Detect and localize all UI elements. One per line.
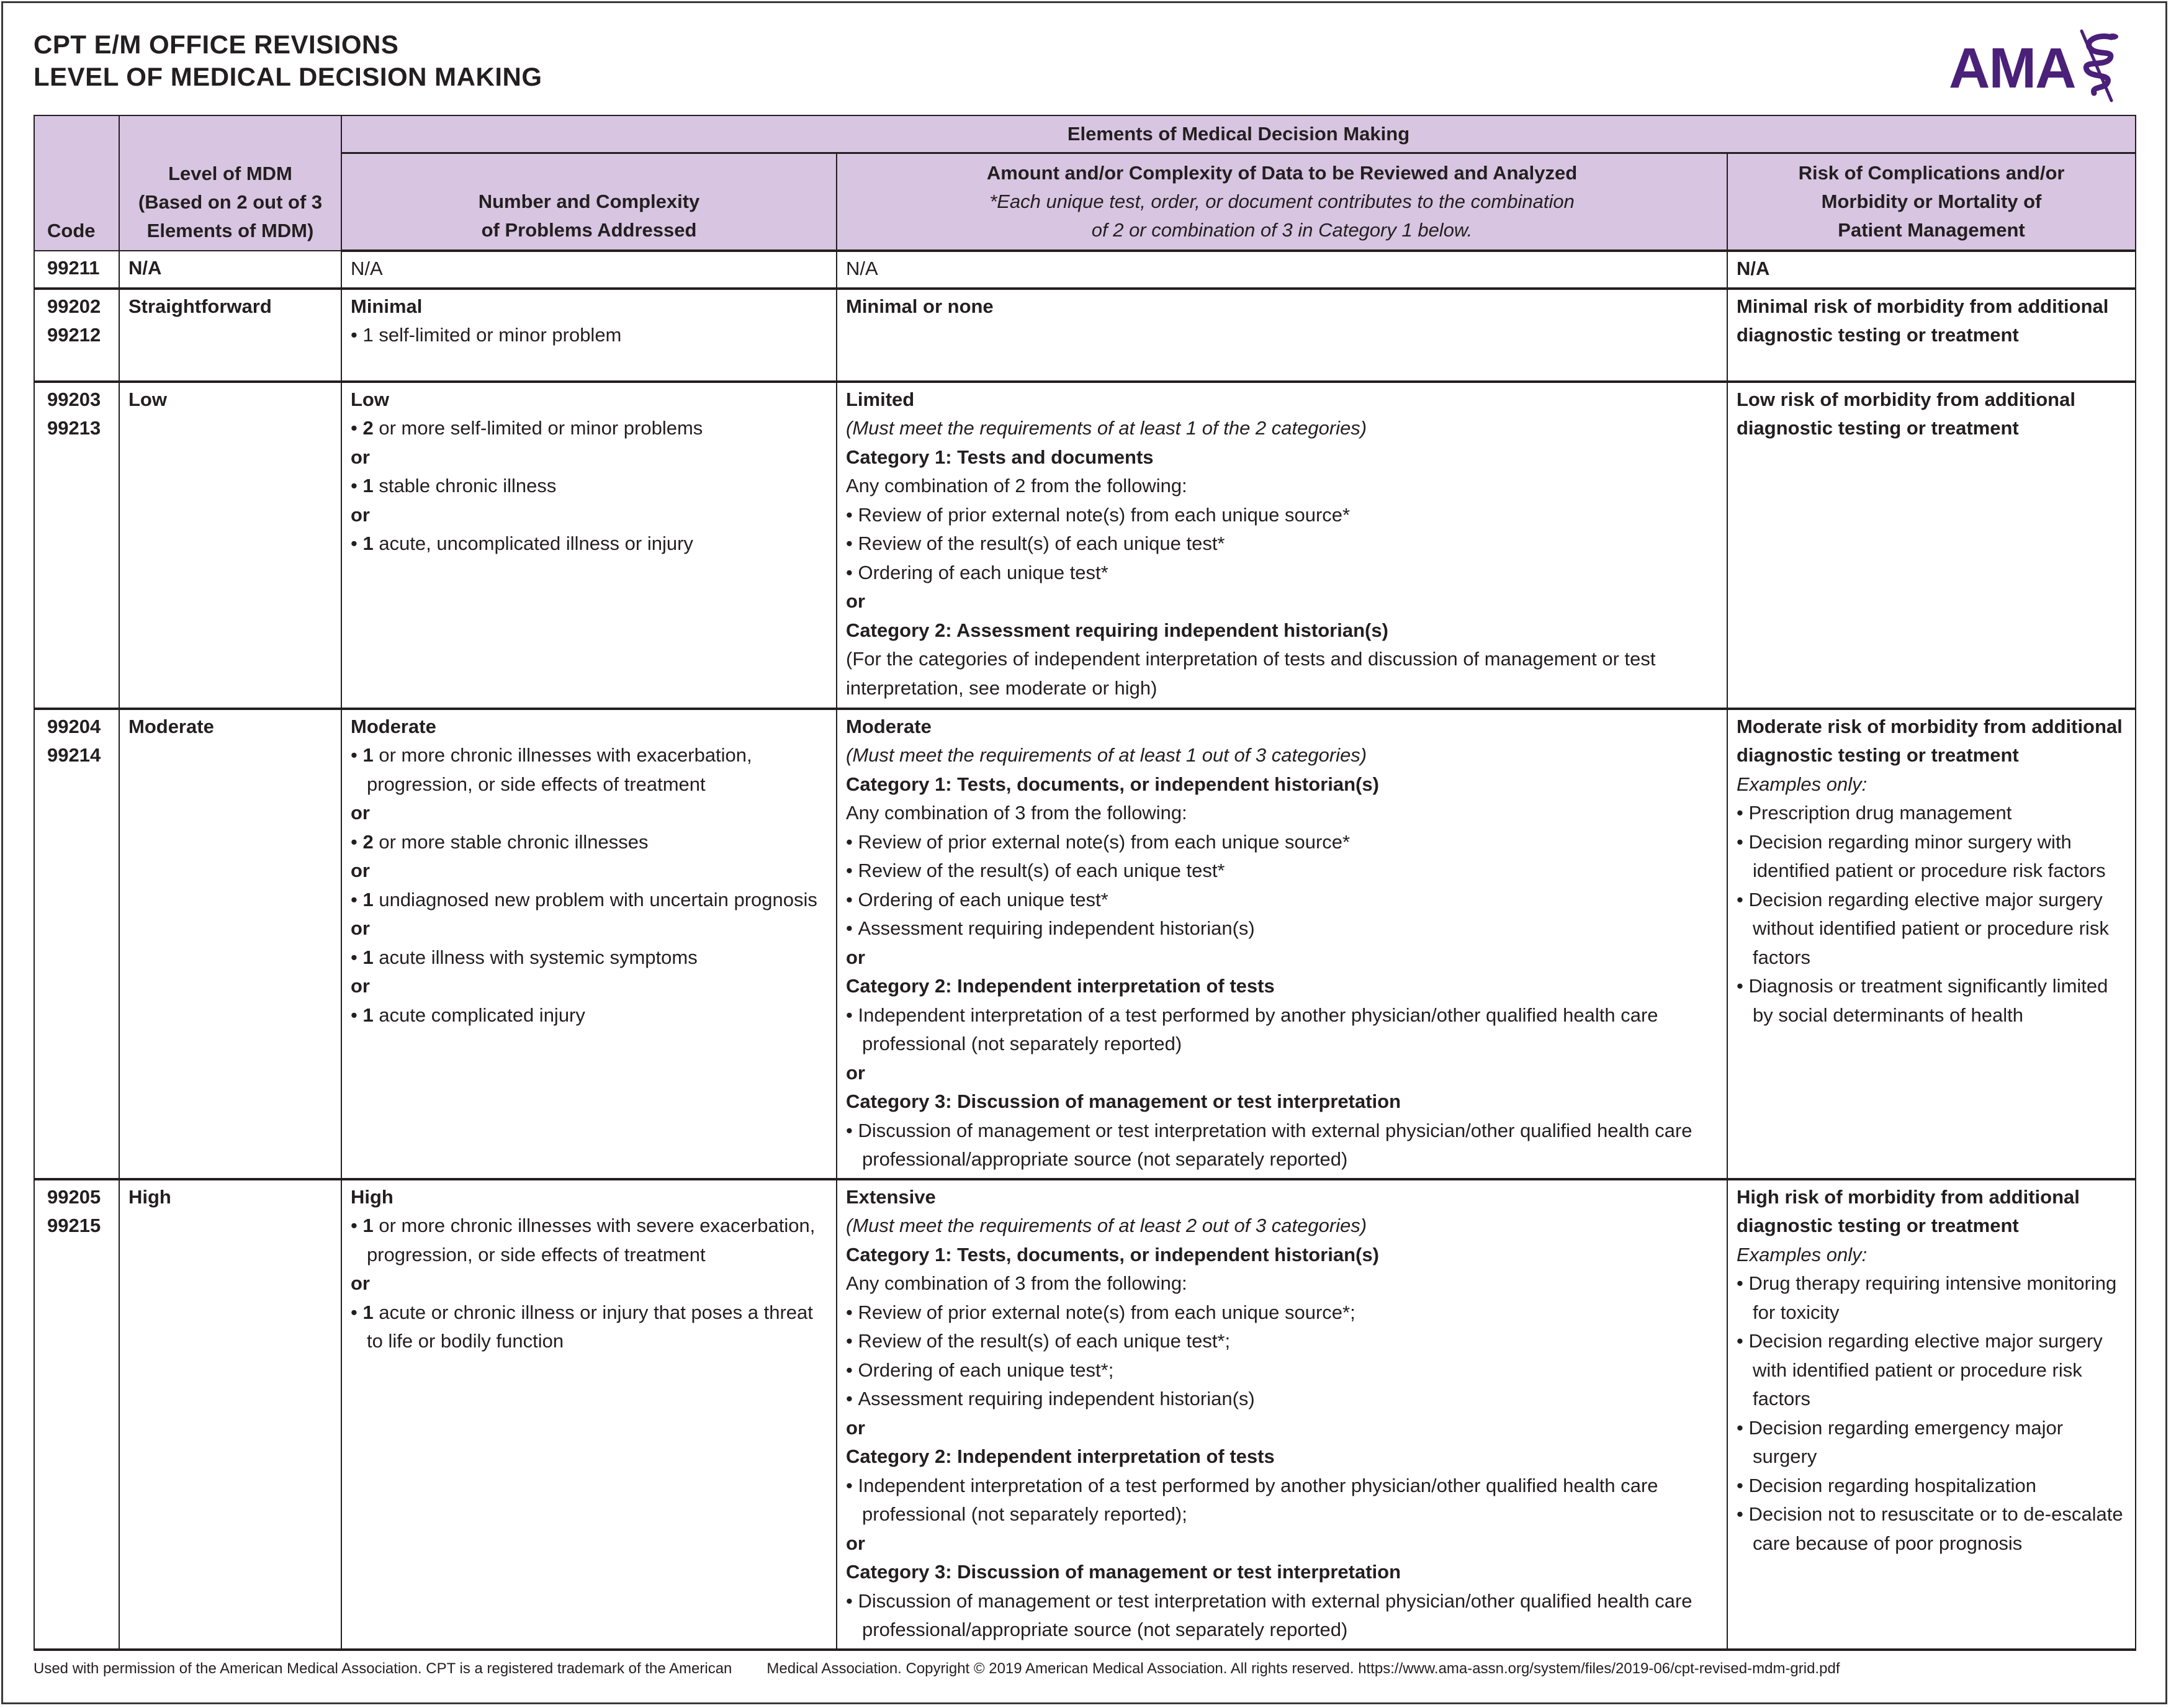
note-text: Examples only: (1737, 773, 1868, 795)
bullet-text: Decision regarding minor surgery with identified patient or procedure risk factors (1748, 830, 2106, 881)
header-elements-group: Elements of Medical Decision Making (341, 115, 2136, 153)
bullet-text: or more self-limited or minor problems (373, 417, 703, 439)
bullet-item (846, 914, 1718, 943)
emphasis-text: Category 3: Discussion of management or test interpretation (846, 1561, 1401, 1583)
emphasis-text: or (846, 1416, 865, 1439)
emphasis-text: Extensive (846, 1185, 936, 1208)
emphasis-text: or (351, 860, 370, 881)
cell-problems (341, 1179, 837, 1650)
bullet-text: Review of prior external note(s) from each unique source* (858, 503, 1351, 526)
body-text: N/A (351, 258, 383, 279)
bullet-count: 1 (362, 744, 374, 766)
bullet-item (351, 943, 827, 973)
emphasis-text: Low (351, 388, 389, 410)
note-text: (Must meet the requirements of at least 1 of the 2 categories) (846, 417, 1367, 439)
cell-code (34, 251, 119, 289)
emphasis-text: Category 1: Tests, documents, or independent historian(s) (846, 1243, 1379, 1265)
cpt-code: 99204 (47, 715, 101, 737)
cell-level: N/A (119, 251, 341, 289)
bullet-count: 2 (362, 830, 374, 853)
title-line-2: LEVEL OF MEDICAL DECISION MAKING (34, 62, 542, 91)
bullet-count: 1 (362, 533, 374, 554)
emphasis-text: Category 2: Assessment requiring independent historian(s) (846, 619, 1388, 641)
emphasis-text: Category 3: Discussion of management or test interpretation (846, 1090, 1401, 1112)
bullet-text: Decision not to resuscitate or to de-escalate care because of poor prognosis (1748, 1503, 2123, 1554)
emphasis-text: Minimal (351, 295, 423, 317)
bullet-text: acute or chronic illness or injury that poses a threat to life or bodily function (367, 1301, 813, 1352)
table-row (34, 382, 2136, 709)
body-text: Any combination of 3 from the following: (846, 802, 1187, 824)
bullet-item (351, 472, 827, 501)
bullet-item (1737, 1269, 2126, 1327)
emphasis-text: or (846, 1061, 865, 1084)
emphasis-text: Moderate (846, 715, 932, 737)
bullet-text: or more chronic illnesses with severe exacerbation, progression, or side effects of treatment (367, 1215, 816, 1265)
footer-part-1: Used with permission of the American Medical Association. CPT is a registered trademark of the American (34, 1660, 732, 1677)
cell-level: Straightforward (119, 289, 341, 382)
bullet-text: Review of the result(s) of each unique test*; (858, 1330, 1231, 1352)
bullet-item (351, 1298, 827, 1356)
bullet-count: 1 (362, 888, 374, 910)
bullet-item (1737, 1500, 2126, 1558)
bullet-item (1737, 828, 2126, 886)
bullet-text: acute complicated injury (373, 1004, 585, 1026)
cell-problems (341, 289, 837, 382)
note-text: Examples only: (1737, 1243, 1868, 1265)
emphasis-text: Minimal or none (846, 295, 994, 317)
bullet-text: Independent interpretation of a test performed by another physician/other qualified health care professional (not separately reported) (858, 1004, 1658, 1054)
emphasis-text: or (351, 802, 370, 824)
cell-risk (1727, 251, 2136, 289)
bullet-text: Discussion of management or test interpretation with external physician/other qualified health care professional/appropriate source (not separately reported) (858, 1589, 1692, 1640)
cell-code (34, 382, 119, 709)
bullet-text: undiagnosed new problem with uncertain prognosis (373, 888, 817, 910)
bullet-text: Discussion of management or test interpretation with external physician/other qualified health care professional/appropriate source (not separately reported) (858, 1119, 1692, 1170)
bullet-count: 2 (362, 417, 374, 439)
cell-risk (1727, 382, 2136, 709)
bullet-item (846, 559, 1718, 588)
header-data: Amount and/or Complexity of Data to be Reviewed and Analyzed *Each unique test, order, or document contributes to the combination of 2 or combination of 3 in Category 1 below. (837, 153, 1727, 251)
bullet-text: Ordering of each unique test* (858, 888, 1108, 910)
bullet-text: Review of prior external note(s) from each unique source* (858, 830, 1351, 853)
cell-data (837, 382, 1727, 709)
body-text: Any combination of 2 from the following: (846, 475, 1187, 497)
bullet-text: Decision regarding elective major surgery without identified patient or procedure risk factors (1748, 888, 2109, 968)
bullet-item (846, 501, 1718, 530)
cell-level: High (119, 1179, 341, 1650)
emphasis-text: Moderate (351, 715, 436, 737)
bullet-item (351, 1211, 827, 1269)
cpt-code: 99214 (47, 744, 101, 766)
cell-level: Low (119, 382, 341, 709)
bullet-item (846, 1001, 1718, 1059)
emphasis-text: N/A (1737, 258, 1770, 279)
table-row (34, 251, 2136, 289)
cell-data (837, 289, 1727, 382)
bullet-text: or more chronic illnesses with exacerbation, progression, or side effects of treatment (367, 744, 752, 795)
bullet-item (351, 886, 827, 915)
emphasis-text: Category 2: Independent interpretation of tests (846, 975, 1275, 997)
bullet-item (846, 886, 1718, 915)
header-level: Level of MDM (Based on 2 out of 3 Elements of MDM) (119, 115, 341, 251)
header-problems: Number and Complexity of Problems Addressed (341, 153, 837, 251)
bullet-item (351, 529, 827, 559)
bullet-item (351, 828, 827, 857)
header-code: Code (34, 115, 119, 251)
bullet-item (846, 1472, 1718, 1529)
mdm-grid-table (34, 115, 2136, 1651)
emphasis-text: Category 2: Independent interpretation of tests (846, 1445, 1275, 1467)
emphasis-text: or (351, 1272, 370, 1294)
table-row (34, 289, 2136, 382)
bullet-text: Ordering of each unique test*; (858, 1359, 1114, 1381)
emphasis-text: Category 1: Tests, documents, or independent historian(s) (846, 773, 1379, 795)
body-text: N/A (846, 258, 878, 279)
bullet-text: Review of the result(s) of each unique test* (858, 533, 1225, 554)
cell-problems (341, 382, 837, 709)
cell-level: Moderate (119, 709, 341, 1179)
bullet-text: Review of the result(s) of each unique test* (858, 860, 1225, 881)
note-text: (Must meet the requirements of at least 2 out of 3 categories) (846, 1215, 1367, 1236)
cpt-code: 99213 (47, 417, 101, 439)
cell-risk (1727, 709, 2136, 1179)
title-line-1: CPT E/M OFFICE REVISIONS (34, 30, 399, 59)
cell-risk (1727, 1179, 2136, 1650)
bullet-count: 1 (362, 1004, 374, 1026)
bullet-item (846, 1117, 1718, 1174)
cell-code (34, 289, 119, 382)
bullet-text: Assessment requiring independent historian(s) (858, 1388, 1255, 1409)
body-text: (For the categories of independent interpretation of tests and discussion of management or test interpretation, see moderate or high) (846, 648, 1656, 699)
bullet-item (846, 1587, 1718, 1645)
cpt-code: 99211 (47, 257, 100, 279)
cell-risk (1727, 289, 2136, 382)
note-text: (Must meet the requirements of at least 1 out of 3 categories) (846, 744, 1367, 766)
bullet-text: Review of prior external note(s) from each unique source*; (858, 1301, 1355, 1323)
bullet-item (351, 741, 827, 799)
bullet-text: 1 self-limited or minor problem (362, 324, 622, 346)
bullet-text: stable chronic illness (373, 475, 557, 497)
bullet-text: Diagnosis or treatment significantly limited by social determinants of health (1748, 975, 2108, 1026)
bullet-item (846, 1385, 1718, 1414)
bullet-item (1737, 1414, 2126, 1472)
logo-text: AMA (1949, 37, 2075, 100)
table-row (34, 1179, 2136, 1650)
cpt-code: 99202 (47, 295, 101, 317)
bullet-item (351, 414, 827, 443)
bullet-text: Decision regarding hospitalization (1748, 1474, 2037, 1496)
emphasis-text: Category 1: Tests and documents (846, 446, 1154, 468)
cpt-code: 99205 (47, 1185, 101, 1208)
cpt-code: 99212 (47, 324, 101, 346)
emphasis-text: or (846, 1532, 865, 1554)
emphasis-text: or (846, 946, 865, 968)
bullet-text: acute, uncomplicated illness or injury (373, 533, 693, 554)
bullet-item (1737, 886, 2126, 973)
bullet-count: 1 (362, 946, 374, 968)
bullet-text: or more stable chronic illnesses (373, 830, 649, 853)
footer-part-2: Medical Association. Copyright © 2019 American Medical Association. All rights reserved. https://www.ama-assn.org/system/files/2019-06/cpt-revised-mdm-grid.pdf (766, 1660, 1840, 1677)
cell-problems (341, 709, 837, 1179)
bullet-item (846, 828, 1718, 857)
emphasis-text: Limited (846, 388, 915, 410)
bullet-item (846, 529, 1718, 559)
emphasis-text: Minimal risk of morbidity from additional diagnostic testing or treatment (1737, 295, 2109, 346)
bullet-item (1737, 1327, 2126, 1414)
cell-data (837, 251, 1727, 289)
bullet-text: Independent interpretation of a test performed by another physician/other qualified health care professional (not separately reported); (858, 1474, 1658, 1525)
header-risk: Risk of Complications and/or Morbidity or Mortality of Patient Management (1727, 153, 2136, 251)
bullet-count: 1 (362, 475, 374, 497)
bullet-item (846, 1356, 1718, 1385)
emphasis-text: or (351, 503, 370, 526)
emphasis-text: Low risk of morbidity from additional diagnostic testing or treatment (1737, 388, 2075, 439)
emphasis-text: or (351, 446, 370, 468)
page-title (34, 29, 542, 93)
emphasis-text: or (846, 590, 865, 612)
bullet-text: Ordering of each unique test* (858, 561, 1108, 583)
cpt-code: 99215 (47, 1215, 101, 1236)
bullet-count: 1 (362, 1215, 374, 1236)
bullet-item (1737, 972, 2126, 1030)
bullet-text: Prescription drug management (1748, 802, 2012, 824)
bullet-item (351, 1001, 827, 1030)
rod-of-asclepius-icon (2073, 29, 2123, 103)
bullet-item (846, 856, 1718, 886)
cpt-code: 99203 (47, 388, 101, 410)
emphasis-text: or (351, 975, 370, 997)
emphasis-text: or (351, 917, 370, 939)
bullet-item (1737, 799, 2126, 828)
bullet-item (351, 321, 827, 350)
emphasis-text: Moderate risk of morbidity from additional diagnostic testing or treatment (1737, 715, 2123, 766)
cell-code (34, 1179, 119, 1650)
bullet-item (846, 1298, 1718, 1328)
bullet-text: Decision regarding elective major surgery with identified patient or procedure risk factors (1748, 1330, 2103, 1409)
emphasis-text: High (351, 1185, 393, 1208)
bullet-text: Drug therapy requiring intensive monitoring for toxicity (1748, 1272, 2117, 1323)
bullet-item (1737, 1472, 2126, 1501)
bullet-count: 1 (362, 1301, 374, 1323)
bullet-text: Decision regarding emergency major surgery (1748, 1416, 2064, 1467)
cell-data (837, 1179, 1727, 1650)
cell-data (837, 709, 1727, 1179)
bullet-item (846, 1327, 1718, 1356)
bullet-text: acute illness with systemic symptoms (373, 946, 698, 968)
ama-logo (1949, 29, 2129, 103)
bullet-text: Assessment requiring independent historian(s) (858, 917, 1255, 939)
table-row (34, 709, 2136, 1179)
emphasis-text: High risk of morbidity from additional diagnostic testing or treatment (1737, 1185, 2080, 1236)
footer-copyright (34, 1660, 1840, 1678)
body-text: Any combination of 3 from the following: (846, 1272, 1187, 1294)
cell-problems (341, 251, 837, 289)
cell-code (34, 709, 119, 1179)
